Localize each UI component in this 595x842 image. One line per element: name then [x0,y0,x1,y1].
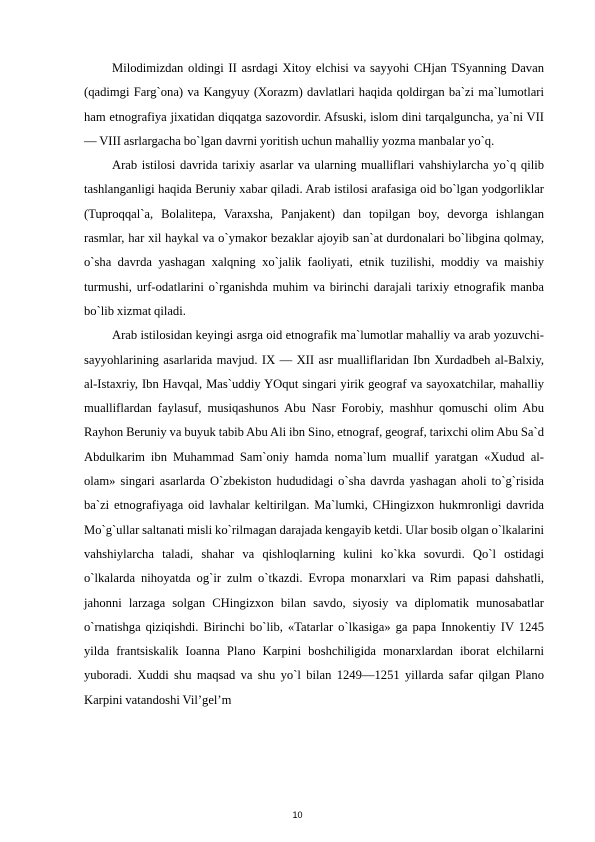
document-page [84,56,544,712]
page-number: 10 [292,810,303,820]
paragraph-3: Arab istilosidan keyingi asrga oid etnografik ma`lumotlar mahalliy va arab yozuvchi-sayyohlarining asarlarida mavjud. IX — XII asr mualliflaridan Ibn Xurdadbeh al-Balxiy, al-Istaxriy, Ibn Havqal, Mas`uddiy YOqut singari yirik geograf va sayoxatchilar, mahalliy mualliflardan faylasuf, musiqashunos Abu Nasr Forobiy, mashhur qomuschi olim Abu Rayhon Beruniy va buyuk tabib Abu Ali ibn Sino, etnograf, geograf, tarixchi olim Abu Sa`d Abdulkarim ibn Muhammad Sam`oniy hamda noma`lum muallif yaratgan «Xudud al-olam» singari asarlarda O`zbekiston hududidagi o`sha davrda yashagan aholi to`g`risida ba`zi etnografiyaga oid lavhalar keltirilgan. Ma`lumki, CHingizxon hukmronligi davrida Mo`g`ullar saltanati misli ko`rilmagan darajada kengayib ketdi. Ular bosib olgan o`lkalarini vahshiylarcha taladi, shahar va qishloqlarning kulini ko`kka sovurdi. Qo`l ostidagi o`lkalarda nihoyatda og`ir zulm o`tkazdi. Evropa monarxlari va Rim papasi dahshatli, jahonni larzaga solgan CHingizxon bilan savdo, siyosiy va diplomatik munosabatlar o`rnatishga qiziqishdi. Birinchi bo`lib, «Tatarlar o`lkasiga» ga papa Innokentiy IV 1245 yilda frantsiskalik Ioanna Plano Karpini boshchiligida monarxlardan iborat elchilarni yuboradi. Xuddi shu maqsad va shu yo`l bilan 1249—1251 yillarda safar qilgan Plano Karpini vatandoshi Vil’gel’m [84,328,544,707]
paragraph-2: Arab istilosi davrida tarixiy asarlar va ularning mualliflari vahshiylarcha yo`q qilib tashlanganligi haqida Beruniy xabar qiladi. Arab istilosi arafasiga oid bo`lgan yodgorliklar (Tuproqqal`a, Bolalitepa, Varaxsha, Panjakent) dan topilgan boy, devorga ishlangan rasmlar, har xil haykal va o`ymakor bezaklar ajoyib san`at durdonalari bo`libgina qolmay, o`sha davrda yashagan xalqning xo`jalik faoliyati, etnik tuzilishi, moddiy va maishiy turmushi, urf-odatlarini o`rganishda muhim va birinchi darajali tarixiy etnografik manba bo`lib xizmat qiladi. [84,158,544,318]
paragraph-1: Milodimizdan oldingi II asrdagi Xitoy elchisi va sayyohi CHjan TSyanning Davan (qadimgi Farg`ona) va Kangyuy (Xorazm) davlatlari haqida qoldirgan ba`zi ma`lumotlari ham etnografiya jixatidan diqqatga sazovordir. Afsuski, islom dini tarqalguncha, ya`ni VII — VIII asrlargacha bo`lgan davrni yoritish uchun mahalliy yozma manbalar yo`q. [84,61,544,148]
